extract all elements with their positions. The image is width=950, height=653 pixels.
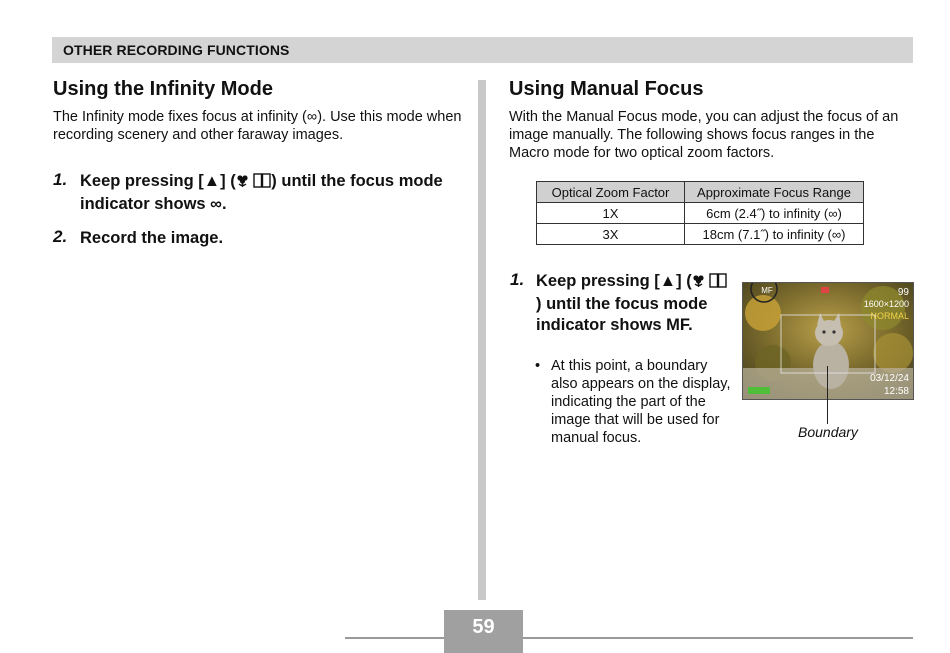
manual-focus-heading: Using Manual Focus bbox=[509, 78, 704, 100]
camera-display-image bbox=[742, 282, 914, 400]
macro-flower-icon bbox=[236, 173, 249, 194]
table-header-cell: Optical Zoom Factor bbox=[537, 182, 685, 203]
table-row bbox=[537, 203, 864, 224]
page-number: 59 bbox=[472, 616, 495, 638]
step-text-part1: Keep pressing [▲] ( bbox=[536, 272, 692, 290]
time-stamp: 12:58 bbox=[883, 386, 909, 397]
step-text bbox=[536, 271, 728, 336]
table-cell: 1X bbox=[537, 203, 685, 224]
table-row bbox=[537, 224, 864, 245]
column-divider bbox=[478, 80, 486, 600]
book-icon bbox=[709, 273, 727, 294]
infinity-step-2 bbox=[53, 227, 473, 251]
table-cell: 3X bbox=[537, 224, 685, 245]
step-text: Record the image. bbox=[80, 229, 224, 247]
focus-range-table bbox=[536, 181, 864, 245]
bullet-dot: • bbox=[535, 358, 541, 374]
table-header-row bbox=[537, 182, 864, 203]
image-size: 1600×1200 bbox=[863, 299, 909, 309]
boundary-label: Boundary bbox=[798, 424, 858, 440]
infinity-mode-heading: Using the Infinity Mode bbox=[53, 78, 273, 100]
infinity-mode-intro: The Infinity mode fixes focus at infinity (∞). Use this mode when recording scenery and other faraway images. bbox=[53, 109, 462, 143]
step-text-part2: ) until the focus mode indicator shows MF. bbox=[536, 295, 708, 334]
quality-label: NORMAL bbox=[870, 311, 909, 321]
step-text-part1: Keep pressing [▲] ( bbox=[80, 172, 236, 190]
footer-rule bbox=[345, 637, 913, 639]
mf-indicator: MF bbox=[761, 286, 773, 295]
section-header-bar bbox=[52, 37, 913, 63]
date-stamp: 03/12/24 bbox=[870, 373, 909, 384]
step-text-part2: ) until the focus mode indicator shows ∞. bbox=[80, 172, 443, 213]
table-header-cell: Approximate Focus Range bbox=[685, 182, 864, 203]
manual-focus-step-1 bbox=[510, 270, 730, 354]
section-title: OTHER RECORDING FUNCTIONS bbox=[63, 42, 290, 58]
boundary-leader-line bbox=[827, 366, 828, 424]
table-cell: 18cm (7.1˝) to infinity (∞) bbox=[685, 224, 864, 245]
macro-flower-icon bbox=[692, 273, 705, 294]
infinity-step-1 bbox=[53, 170, 473, 214]
step-number: 1. bbox=[53, 170, 68, 189]
step-text bbox=[80, 171, 470, 215]
page-number-box bbox=[444, 610, 523, 653]
manual-focus-intro: With the Manual Focus mode, you can adjust the focus of an image manually. The following shows focus ranges in the Macro mode for two optical zoom factors. bbox=[509, 109, 899, 161]
step-number: 1. bbox=[510, 270, 525, 289]
table-cell: 6cm (2.4˝) to infinity (∞) bbox=[685, 203, 864, 224]
step-number: 2. bbox=[53, 227, 68, 246]
bullet-text: At this point, a boundary also appears on the display, indicating the part of the image that will be used for manual focus. bbox=[551, 358, 731, 446]
shot-count: 99 bbox=[897, 287, 909, 298]
book-icon bbox=[253, 173, 271, 194]
